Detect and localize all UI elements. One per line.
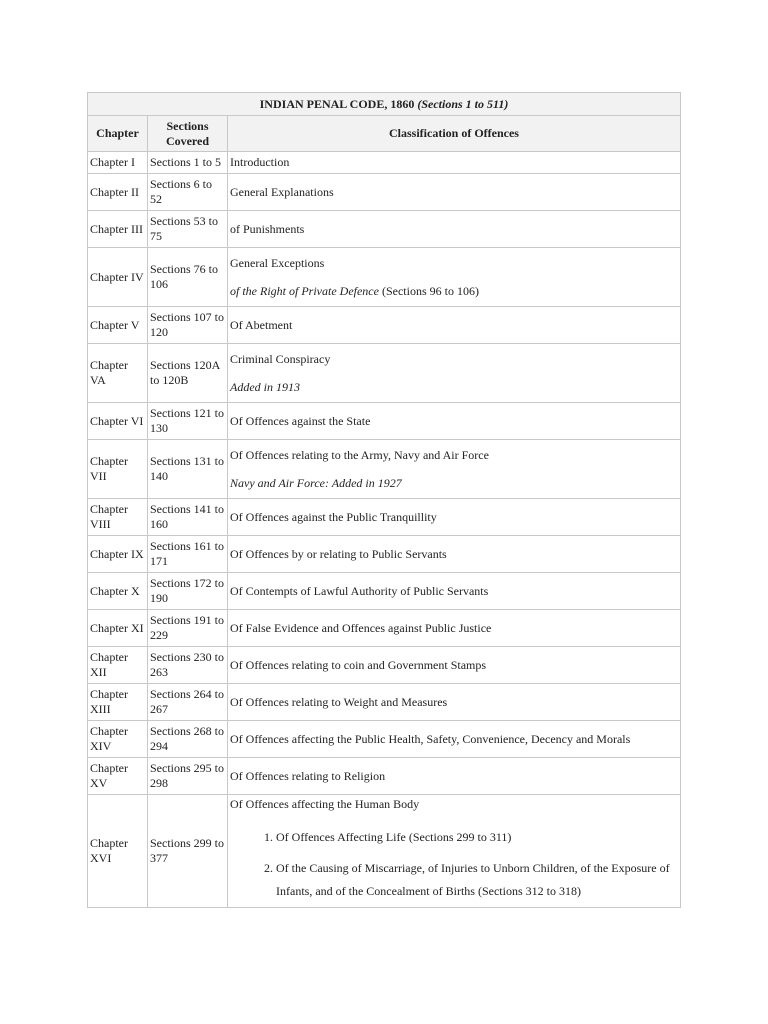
sections-cell: Sections 131 to 140 bbox=[148, 440, 228, 499]
sections-cell: Sections 230 to 263 bbox=[148, 647, 228, 684]
table-row bbox=[88, 721, 681, 758]
offence-cell: Of Offences relating to coin and Government Stamps bbox=[228, 647, 681, 684]
offence-note: Navy and Air Force: Added in 1927 bbox=[230, 475, 402, 490]
offence-cell: Of False Evidence and Offences against Public Justice bbox=[228, 610, 681, 647]
table-row bbox=[88, 499, 681, 536]
sections-cell: Sections 191 to 229 bbox=[148, 610, 228, 647]
chapter-cell: Chapter IX bbox=[88, 536, 148, 573]
sections-cell: Sections 268 to 294 bbox=[148, 721, 228, 758]
sections-cell: Sections 264 to 267 bbox=[148, 684, 228, 721]
sections-cell: Sections 53 to 75 bbox=[148, 211, 228, 248]
offence-cell bbox=[228, 248, 681, 307]
table-row bbox=[88, 795, 681, 908]
offence-cell: Of Offences relating to Weight and Measures bbox=[228, 684, 681, 721]
chapter-cell: Chapter VII bbox=[88, 440, 148, 499]
offence-text: Of Offences affecting the Human Body bbox=[230, 797, 420, 811]
sections-cell: Sections 76 to 106 bbox=[148, 248, 228, 307]
chapter-cell: Chapter XVI bbox=[88, 795, 148, 908]
offence-cell: Of Offences by or relating to Public Servants bbox=[228, 536, 681, 573]
table-row bbox=[88, 403, 681, 440]
table-row bbox=[88, 536, 681, 573]
offence-cell: Of Offences affecting the Public Health, Safety, Convenience, Decency and Morals bbox=[228, 721, 681, 758]
offence-cell: Of Contempts of Lawful Authority of Public Servants bbox=[228, 573, 681, 610]
chapter-cell: Chapter IV bbox=[88, 248, 148, 307]
header-sections-covered: Sections Covered bbox=[148, 116, 228, 152]
sections-cell: Sections 6 to 52 bbox=[148, 174, 228, 211]
sections-cell: Sections 120A to 120B bbox=[148, 344, 228, 403]
sections-cell: Sections 172 to 190 bbox=[148, 573, 228, 610]
chapter-cell: Chapter I bbox=[88, 152, 148, 174]
offence-cell: General Explanations bbox=[228, 174, 681, 211]
sections-cell: Sections 299 to 377 bbox=[148, 795, 228, 908]
offence-cell: Of Abetment bbox=[228, 307, 681, 344]
ipc-chapters-table bbox=[87, 92, 681, 908]
header-chapter: Chapter bbox=[88, 116, 148, 152]
table-row bbox=[88, 248, 681, 307]
table-row bbox=[88, 344, 681, 403]
header-classification: Classification of Offences bbox=[228, 116, 681, 152]
table-caption-row bbox=[88, 93, 681, 116]
table-row bbox=[88, 211, 681, 248]
table-header-row bbox=[88, 116, 681, 152]
table-row bbox=[88, 440, 681, 499]
chapter-cell: Chapter XII bbox=[88, 647, 148, 684]
chapter-cell: Chapter VI bbox=[88, 403, 148, 440]
list-item: 1. Of Offences Affecting Life (Sections 299 to 311) bbox=[276, 826, 678, 849]
offence-subitems-list bbox=[230, 826, 678, 903]
list-item: 2. Of the Causing of Miscarriage, of Injuries to Unborn Children, of the Exposure of Infants, and of the Concealment of Births (Sections 312 to 318) bbox=[276, 857, 678, 903]
sections-cell: Sections 295 to 298 bbox=[148, 758, 228, 795]
offence-note: of the Right of Private Defence (Sections 96 to 106) bbox=[230, 283, 479, 298]
chapter-cell: Chapter VIII bbox=[88, 499, 148, 536]
sections-cell: Sections 161 to 171 bbox=[148, 536, 228, 573]
offence-note: Added in 1913 bbox=[230, 379, 300, 394]
chapter-cell: Chapter X bbox=[88, 573, 148, 610]
chapter-cell: Chapter VA bbox=[88, 344, 148, 403]
offence-cell: Of Offences relating to Religion bbox=[228, 758, 681, 795]
offence-text: Criminal Conspiracy bbox=[230, 351, 331, 366]
table-row bbox=[88, 152, 681, 174]
sections-cell: Sections 141 to 160 bbox=[148, 499, 228, 536]
chapter-cell: Chapter XV bbox=[88, 758, 148, 795]
offence-cell bbox=[228, 795, 681, 908]
chapter-cell: Chapter III bbox=[88, 211, 148, 248]
table-row bbox=[88, 647, 681, 684]
table-row bbox=[88, 174, 681, 211]
offence-cell: Introduction bbox=[228, 152, 681, 174]
offence-text: Of Offences relating to the Army, Navy and Air Force bbox=[230, 447, 489, 462]
table-title: INDIAN PENAL CODE, 1860 (Sections 1 to 511) bbox=[88, 93, 681, 116]
table-row bbox=[88, 573, 681, 610]
table-row bbox=[88, 610, 681, 647]
chapter-cell: Chapter XI bbox=[88, 610, 148, 647]
sections-cell: Sections 121 to 130 bbox=[148, 403, 228, 440]
document-page bbox=[87, 92, 681, 908]
offence-cell bbox=[228, 440, 681, 499]
chapter-cell: Chapter XIII bbox=[88, 684, 148, 721]
chapter-cell: Chapter II bbox=[88, 174, 148, 211]
table-row bbox=[88, 307, 681, 344]
chapter-cell: Chapter V bbox=[88, 307, 148, 344]
offence-cell bbox=[228, 344, 681, 403]
offence-text: General Exceptions bbox=[230, 255, 325, 270]
table-row bbox=[88, 684, 681, 721]
table-row bbox=[88, 758, 681, 795]
offence-cell: of Punishments bbox=[228, 211, 681, 248]
offence-cell: Of Offences against the Public Tranquillity bbox=[228, 499, 681, 536]
sections-cell: Sections 1 to 5 bbox=[148, 152, 228, 174]
sections-cell: Sections 107 to 120 bbox=[148, 307, 228, 344]
offence-cell: Of Offences against the State bbox=[228, 403, 681, 440]
chapter-cell: Chapter XIV bbox=[88, 721, 148, 758]
